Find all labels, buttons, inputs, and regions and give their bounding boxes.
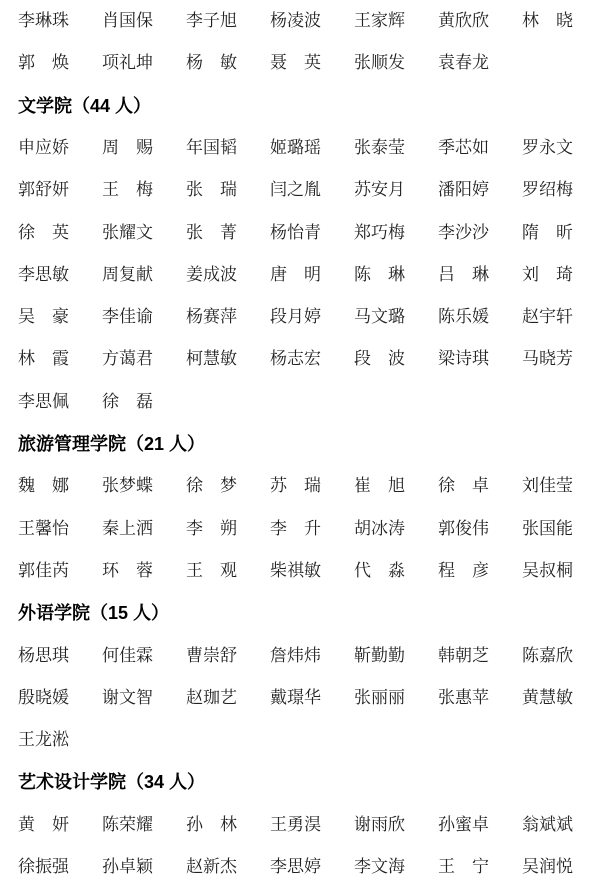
person-name: 姜成波	[186, 265, 237, 285]
person-name: 罗永文	[522, 138, 573, 158]
person-name: 韩朝芝	[438, 646, 489, 666]
person-name: 吕 琳	[438, 265, 489, 285]
person-name: 杨志宏	[270, 349, 321, 369]
person-name: 秦上洒	[102, 519, 153, 539]
person-name: 周复献	[102, 265, 153, 285]
name-row	[0, 725, 600, 755]
person-name: 孙蜜卓	[438, 815, 489, 835]
person-name: 曹崇舒	[186, 646, 237, 666]
section-count: （15 人）	[90, 603, 170, 623]
person-name: 杨 敏	[186, 53, 237, 73]
name-row	[0, 683, 600, 713]
person-name: 唐 明	[270, 265, 321, 285]
person-name: 徐 磊	[102, 392, 153, 412]
person-name: 孙卓颖	[102, 857, 153, 877]
section-heading-lvyou	[18, 429, 205, 459]
person-name: 赵宇轩	[522, 307, 573, 327]
person-name: 胡冰涛	[354, 519, 405, 539]
name-row	[0, 514, 600, 544]
person-name: 郑巧梅	[354, 223, 405, 243]
person-name: 陈 琳	[354, 265, 405, 285]
person-name: 王馨怡	[18, 519, 69, 539]
person-name: 翁斌斌	[522, 815, 573, 835]
person-name: 马晓芳	[522, 349, 573, 369]
person-name: 姬璐瑶	[270, 138, 321, 158]
person-name: 詹炜炜	[270, 646, 321, 666]
person-name: 杨思琪	[18, 646, 69, 666]
person-name: 项礼坤	[102, 53, 153, 73]
person-name: 林 霞	[18, 349, 69, 369]
person-name: 张惠苹	[438, 688, 489, 708]
person-name: 刘佳莹	[522, 476, 573, 496]
name-row	[0, 175, 600, 205]
name-row	[0, 260, 600, 290]
name-row	[0, 471, 600, 501]
person-name: 张顺发	[354, 53, 405, 73]
section-heading-wenxue	[18, 91, 151, 121]
name-row	[0, 387, 600, 417]
person-name: 陈乐媛	[438, 307, 489, 327]
person-name: 李琳珠	[18, 11, 69, 31]
person-name: 柴祺敏	[270, 561, 321, 581]
person-name: 陈嘉欣	[522, 646, 573, 666]
person-name: 李佳谕	[102, 307, 153, 327]
person-name: 殷晓媛	[18, 688, 69, 708]
person-name: 黄慧敏	[522, 688, 573, 708]
person-name: 魏 娜	[18, 476, 69, 496]
person-name: 肖国保	[102, 11, 153, 31]
person-name: 郭 焕	[18, 53, 69, 73]
person-name: 杨凌波	[270, 11, 321, 31]
person-name: 王 宁	[438, 857, 489, 877]
person-name: 王 观	[186, 561, 237, 581]
name-row	[0, 852, 600, 882]
section-count: （44 人）	[72, 96, 152, 116]
section-heading-yishu	[18, 767, 205, 797]
person-name: 程 彦	[438, 561, 489, 581]
name-row	[0, 48, 600, 78]
person-name: 李沙沙	[438, 223, 489, 243]
person-name: 环 蓉	[102, 561, 153, 581]
person-name: 罗绍梅	[522, 180, 573, 200]
name-row	[0, 556, 600, 586]
person-name: 何佳霖	[102, 646, 153, 666]
person-name: 崔 旭	[354, 476, 405, 496]
section-title: 旅游管理学院	[18, 434, 126, 455]
person-name: 方蔼君	[102, 349, 153, 369]
section-title: 外语学院	[18, 603, 90, 624]
name-row	[0, 133, 600, 163]
person-name: 郭佳芮	[18, 561, 69, 581]
person-name: 潘阳婷	[438, 180, 489, 200]
person-name: 黄欣欣	[438, 11, 489, 31]
name-row	[0, 218, 600, 248]
person-name: 王 梅	[102, 180, 153, 200]
person-name: 柯慧敏	[186, 349, 237, 369]
person-name: 徐振强	[18, 857, 69, 877]
section-count: （21 人）	[126, 434, 206, 454]
person-name: 王龙淞	[18, 730, 69, 750]
person-name: 吴润悦	[522, 857, 573, 877]
section-count: （34 人）	[126, 772, 206, 792]
person-name: 林 晓	[522, 11, 573, 31]
person-name: 袁春龙	[438, 53, 489, 73]
person-name: 张泰莹	[354, 138, 405, 158]
person-name: 赵珈艺	[186, 688, 237, 708]
person-name: 张 菁	[186, 223, 237, 243]
person-name: 李思佩	[18, 392, 69, 412]
person-name: 吴 豪	[18, 307, 69, 327]
person-name: 戴璟华	[270, 688, 321, 708]
person-name: 杨怡青	[270, 223, 321, 243]
name-row	[0, 641, 600, 671]
person-name: 聂 英	[270, 53, 321, 73]
person-name: 闫之胤	[270, 180, 321, 200]
person-name: 郭舒妍	[18, 180, 69, 200]
person-name: 隋 昕	[522, 223, 573, 243]
person-name: 段 波	[354, 349, 405, 369]
person-name: 年国韬	[186, 138, 237, 158]
person-name: 梁诗琪	[438, 349, 489, 369]
person-name: 谢文智	[102, 688, 153, 708]
person-name: 李 朔	[186, 519, 237, 539]
person-name: 李文海	[354, 857, 405, 877]
person-name: 靳勤勤	[354, 646, 405, 666]
person-name: 王家辉	[354, 11, 405, 31]
person-name: 苏安月	[354, 180, 405, 200]
person-name: 张丽丽	[354, 688, 405, 708]
person-name: 李 升	[270, 519, 321, 539]
person-name: 季芯如	[438, 138, 489, 158]
section-title: 文学院	[18, 96, 72, 117]
person-name: 李思婷	[270, 857, 321, 877]
person-name: 杨赛萍	[186, 307, 237, 327]
person-name: 陈荣耀	[102, 815, 153, 835]
person-name: 孙 林	[186, 815, 237, 835]
person-name: 谢雨欣	[354, 815, 405, 835]
person-name: 吴叔桐	[522, 561, 573, 581]
person-name: 张 瑞	[186, 180, 237, 200]
person-name: 徐 英	[18, 223, 69, 243]
section-heading-waiyu	[18, 598, 169, 628]
person-name: 马文璐	[354, 307, 405, 327]
person-name: 申应娇	[18, 138, 69, 158]
name-row	[0, 344, 600, 374]
name-row	[0, 810, 600, 840]
person-name: 李子旭	[186, 11, 237, 31]
person-name: 张梦蝶	[102, 476, 153, 496]
person-name: 周 赐	[102, 138, 153, 158]
person-name: 张耀文	[102, 223, 153, 243]
name-row	[0, 6, 600, 36]
person-name: 王勇淏	[270, 815, 321, 835]
person-name: 张国能	[522, 519, 573, 539]
person-name: 郭俊伟	[438, 519, 489, 539]
person-name: 黄 妍	[18, 815, 69, 835]
person-name: 徐 梦	[186, 476, 237, 496]
person-name: 段月婷	[270, 307, 321, 327]
person-name: 赵新杰	[186, 857, 237, 877]
person-name: 李思敏	[18, 265, 69, 285]
name-row	[0, 302, 600, 332]
person-name: 徐 卓	[438, 476, 489, 496]
section-title: 艺术设计学院	[18, 772, 126, 793]
person-name: 苏 瑞	[270, 476, 321, 496]
person-name: 刘 琦	[522, 265, 573, 285]
person-name: 代 淼	[354, 561, 405, 581]
